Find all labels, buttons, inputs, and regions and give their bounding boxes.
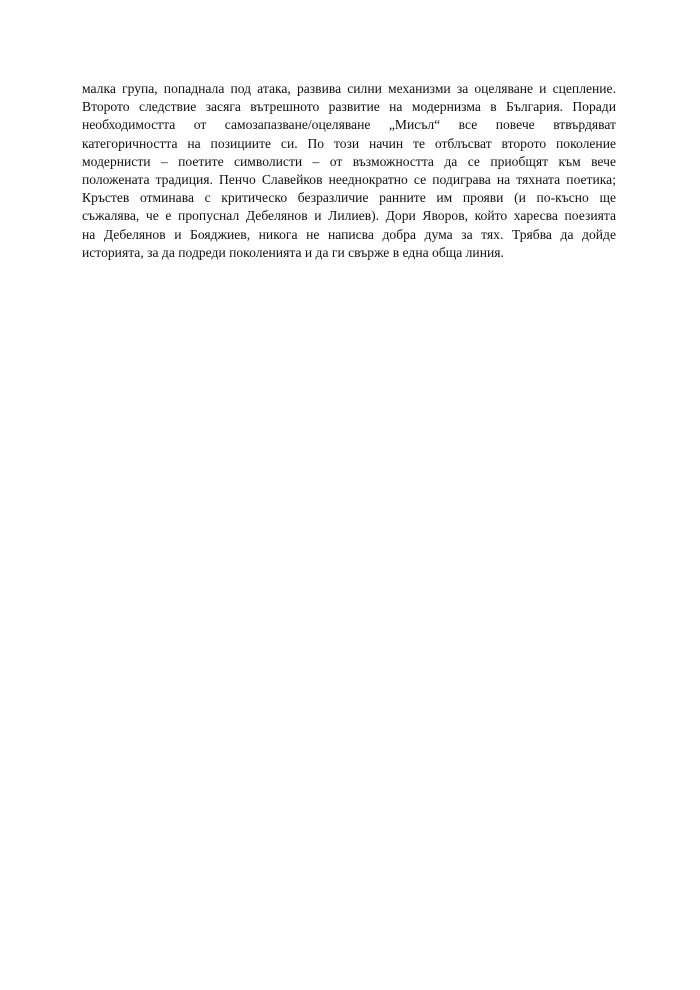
paragraph-line: историята, за да подреди поколенията и да ги свърже в една обща линия. <box>82 244 504 260</box>
paragraph-line: малка група, попаднала под атака, развива силни механизми за оцеляване и сцепление. <box>82 81 616 96</box>
body-paragraph <box>82 80 616 262</box>
paragraph-line: на Дебелянов и Бояджиев, никога не написва добра дума за тях. Трябва да дойде <box>82 226 616 242</box>
paragraph-line: необходимостта от самозапазване/оцеляване „Мисъл“ все повече втвърдяват <box>82 117 616 133</box>
paragraph-line: Второто следствие засяга вътрешното развитие на модернизма в България. Поради <box>82 99 616 115</box>
paragraph-line: модернисти – поетите символисти – от възможността да се приобщят към вече <box>82 153 616 169</box>
paragraph-line: съжалява, че е пропуснал Дебелянов и Лилиев). Дори Яворов, който харесва поезията <box>82 208 616 224</box>
paragraph-line: Кръстев отминава с критическо безразличие ранните им прояви (и по-късно ще <box>82 190 616 206</box>
paragraph-line: положената традиция. Пенчо Славейков нееднократно се подиграва на тяхната поетика; <box>82 172 616 188</box>
paragraph-line: категоричността на позициите си. По този начин те отблъсват второто поколение <box>82 135 616 151</box>
